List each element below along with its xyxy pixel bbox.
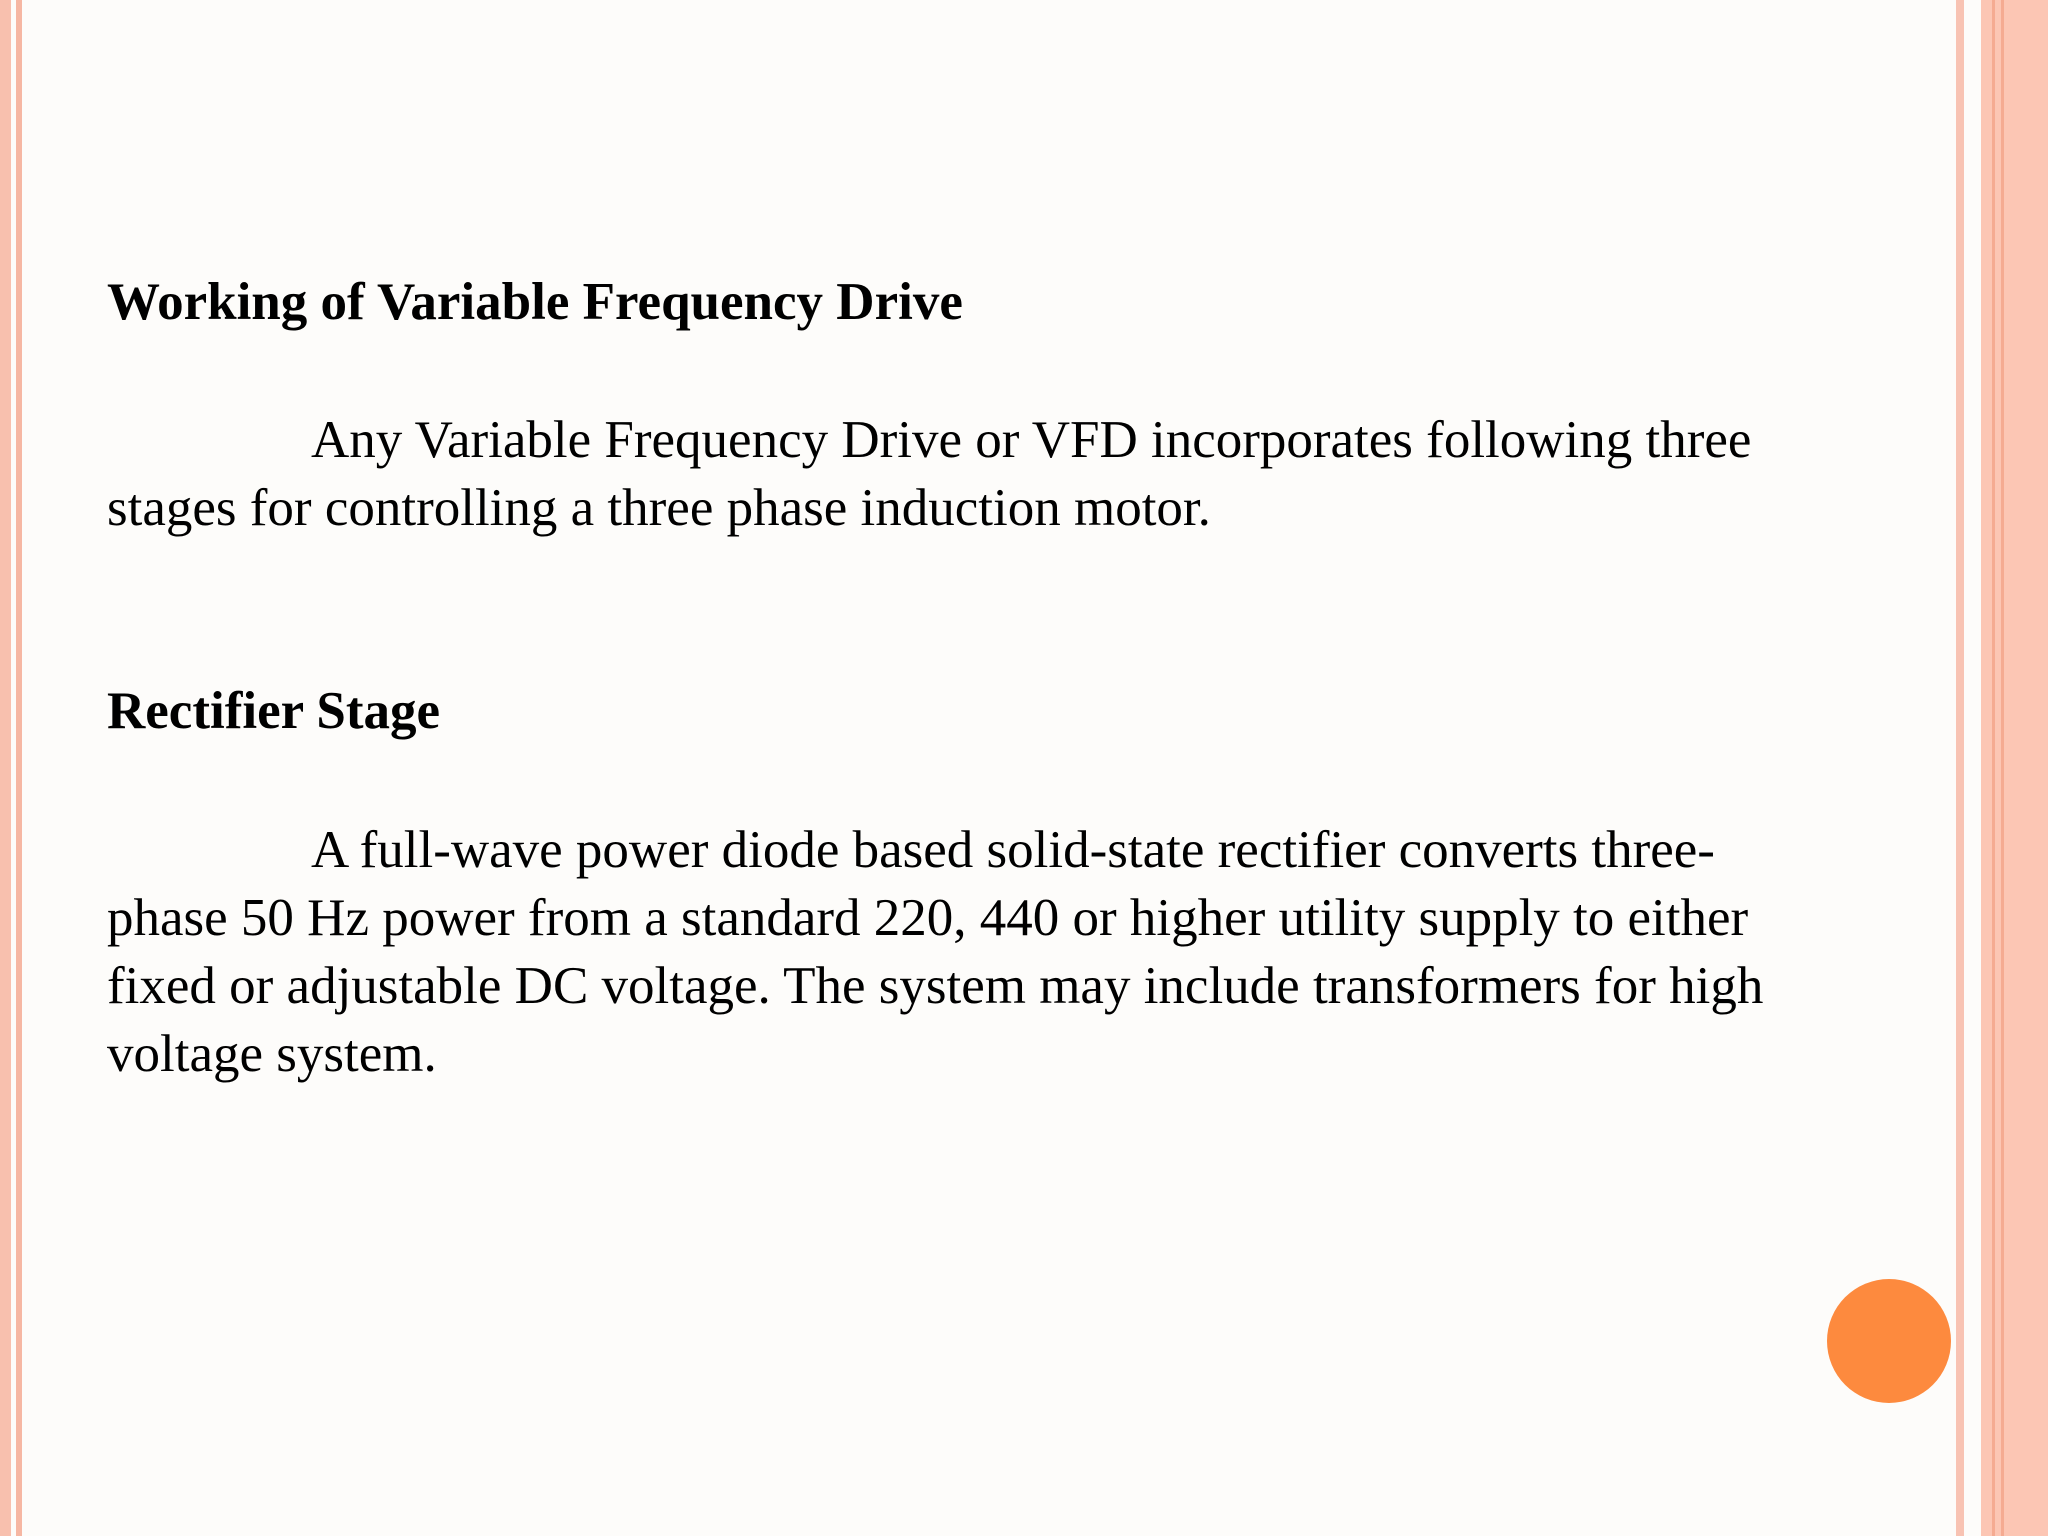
body-line-text: A full-wave power diode based solid-state rectifier converts three- — [311, 821, 1715, 879]
left-border-stripe — [0, 0, 11, 1536]
section-body-rectifier — [107, 816, 1907, 1088]
body-line: stages for controlling a three phase induction motor. — [107, 479, 1211, 537]
body-line: voltage system. — [107, 1025, 437, 1083]
right-border-line — [1992, 0, 1995, 1536]
body-line — [107, 816, 1907, 884]
body-line-text: Any Variable Frequency Drive or VFD incorporates following three — [311, 411, 1752, 469]
section-heading-vfd: Working of Variable Frequency Drive — [107, 273, 963, 331]
right-border-stripe — [1956, 0, 1964, 1536]
body-line — [107, 406, 1907, 474]
body-line: phase 50 Hz power from a standard 220, 440 or higher utility supply to either — [107, 889, 1749, 947]
accent-dot-decoration — [1827, 1279, 1951, 1403]
body-line: fixed or adjustable DC voltage. The system may include transformers for high — [107, 957, 1764, 1015]
section-body-vfd — [107, 406, 1907, 542]
right-border-line — [2001, 0, 2004, 1536]
right-border-gap — [1964, 0, 1981, 1536]
left-border-inner-stripe — [16, 0, 22, 1536]
section-heading-rectifier: Rectifier Stage — [107, 682, 441, 740]
